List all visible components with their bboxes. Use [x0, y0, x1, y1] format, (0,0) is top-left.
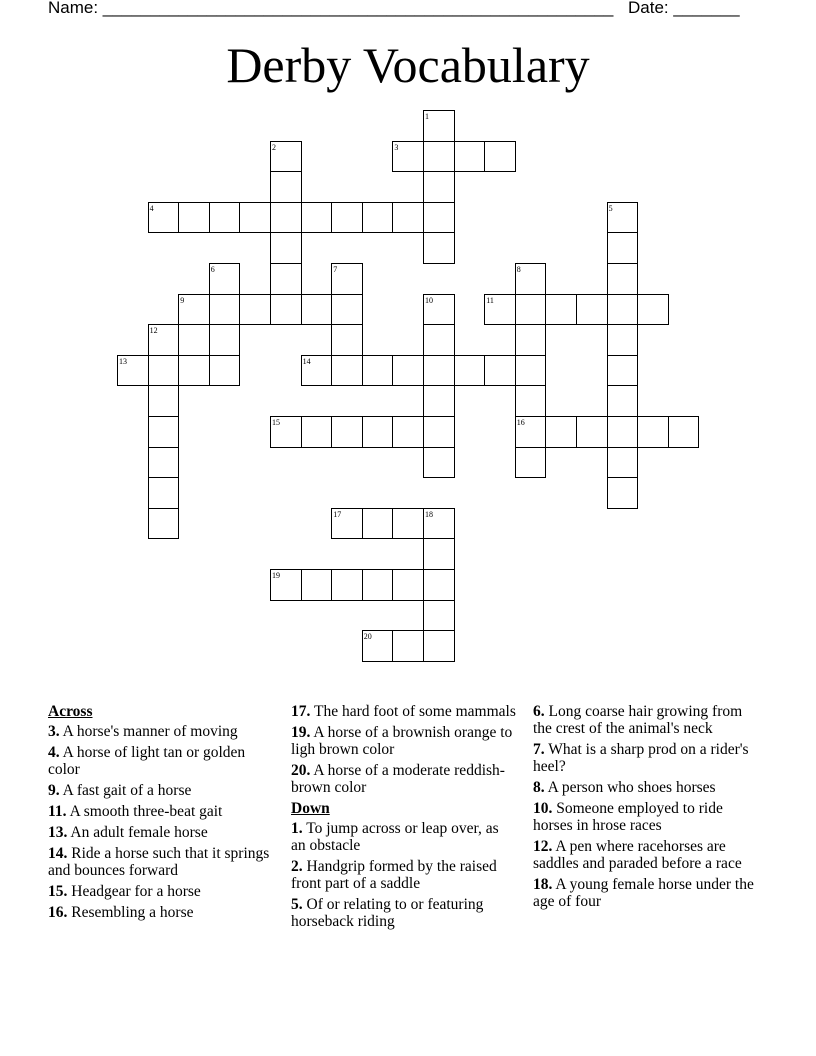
grid-cell[interactable] — [362, 355, 394, 387]
clue-column-1 — [48, 703, 273, 925]
grid-cell[interactable] — [331, 569, 363, 601]
clue-down-7: 7. What is a sharp prod on a rider's heel? — [533, 741, 749, 775]
clue-across-13: 13. An adult female horse — [48, 824, 208, 841]
grid-cell[interactable] — [423, 232, 455, 264]
clue-across-19: 19. A horse of a brownish orange to ligh brown color — [291, 724, 513, 758]
clue-number: 3 — [394, 142, 399, 152]
grid-cell[interactable] — [454, 141, 486, 173]
grid-cell[interactable] — [270, 294, 302, 326]
clue-across-4: 4. A horse of light tan or golden color — [48, 744, 246, 778]
grid-cell[interactable] — [607, 447, 639, 479]
grid-cell[interactable] — [392, 630, 424, 662]
grid-cell[interactable] — [607, 416, 639, 448]
clue-number: 8 — [516, 265, 521, 274]
grid-cell[interactable] — [148, 447, 180, 479]
clue-across-20: 20. A horse of a moderate reddish-brown color — [291, 762, 505, 796]
grid-cell[interactable] — [209, 263, 241, 295]
grid-cell[interactable] — [423, 294, 455, 326]
clue-column-2 — [291, 703, 516, 934]
grid-cell[interactable] — [209, 355, 241, 387]
grid-cell[interactable] — [392, 569, 424, 601]
grid-cell[interactable] — [392, 202, 424, 234]
grid-cell[interactable] — [239, 294, 271, 326]
grid-cell[interactable] — [148, 477, 180, 509]
clue-across-11: 11. A smooth three-beat gait — [48, 803, 223, 820]
clue-down-12: 12. A pen where racehorses are saddles and paraded before a race — [533, 838, 742, 872]
clue-number: 9 — [180, 295, 185, 305]
grid-cell[interactable] — [423, 630, 455, 662]
clue-down-1: 1. To jump across or leap over, as an obstacle — [291, 820, 499, 854]
clue-across-9: 9. A fast gait of a horse — [48, 782, 192, 799]
grid-cell[interactable] — [148, 324, 180, 356]
grid-cell[interactable] — [178, 294, 210, 326]
grid-cell[interactable] — [423, 385, 455, 417]
page-title: Derby Vocabulary — [226, 37, 590, 93]
clue-number: 7 — [333, 265, 338, 274]
grid-cell[interactable] — [607, 477, 639, 509]
clue-number: 6 — [210, 265, 215, 274]
clue-number: 4 — [149, 203, 154, 213]
grid-cell[interactable] — [148, 416, 180, 448]
clue-number: 14 — [302, 356, 311, 366]
clue-column-3 — [533, 703, 758, 914]
clue-across-3: 3. A horse's manner of moving — [48, 723, 238, 740]
clue-number: 20 — [363, 632, 372, 642]
grid-cell[interactable] — [484, 294, 516, 326]
clue-number: 12 — [149, 326, 158, 336]
grid-cell[interactable] — [515, 447, 547, 479]
grid-cell[interactable] — [576, 294, 608, 326]
grid-cell[interactable] — [331, 508, 363, 540]
grid-cell[interactable] — [454, 355, 486, 387]
grid-cell[interactable] — [423, 416, 455, 448]
grid-cell[interactable] — [270, 263, 302, 295]
grid-cell[interactable] — [515, 263, 547, 295]
grid-cell[interactable] — [668, 416, 700, 448]
clue-number: 11 — [486, 295, 494, 305]
grid-cell[interactable] — [607, 385, 639, 417]
grid-cell[interactable] — [362, 508, 394, 540]
grid-cell[interactable] — [515, 324, 547, 356]
clue-down-18: 18. A young female horse under the age of four — [533, 876, 754, 910]
grid-cell[interactable] — [362, 569, 394, 601]
clue-number: 15 — [272, 418, 280, 427]
grid-cell[interactable] — [515, 355, 547, 387]
grid-cell[interactable] — [423, 324, 455, 356]
grid-cell[interactable] — [423, 355, 455, 387]
grid-cell[interactable] — [362, 630, 394, 662]
grid-cell[interactable] — [270, 569, 302, 601]
grid-cell[interactable] — [209, 324, 241, 356]
grid-cell[interactable] — [607, 232, 639, 264]
grid-cell[interactable] — [301, 202, 333, 234]
grid-cell[interactable] — [270, 416, 302, 448]
grid-cell[interactable] — [484, 141, 516, 173]
grid-cell[interactable] — [270, 202, 302, 234]
clue-number: 19 — [272, 571, 280, 580]
grid-cell[interactable] — [637, 416, 669, 448]
date-field[interactable]: Date: _______ — [628, 0, 740, 17]
clue-across-14: 14. Ride a horse such that it springs and bounces forward — [48, 845, 270, 879]
grid-cell[interactable] — [607, 294, 639, 326]
grid-cell[interactable] — [576, 416, 608, 448]
grid-cell[interactable] — [423, 110, 455, 142]
grid-cell[interactable] — [423, 447, 455, 479]
grid-cell[interactable] — [392, 141, 424, 173]
clue-number: 1 — [425, 112, 429, 121]
grid-cell[interactable] — [607, 355, 639, 387]
clue-number: 16 — [516, 418, 525, 427]
grid-cell[interactable] — [209, 294, 241, 326]
clue-number: 2 — [272, 142, 276, 152]
grid-cell[interactable] — [331, 263, 363, 295]
grid-cell[interactable] — [148, 355, 180, 387]
grid-cell[interactable] — [423, 202, 455, 234]
clue-down-6: 6. Long coarse hair growing from the crest of the animal's neck — [533, 703, 743, 737]
grid-cell[interactable] — [423, 600, 455, 632]
grid-cell[interactable] — [362, 416, 394, 448]
grid-cell[interactable] — [178, 202, 210, 234]
grid-cell[interactable] — [423, 171, 455, 203]
clue-number: 18 — [425, 509, 433, 519]
grid-cell[interactable] — [178, 355, 210, 387]
grid-cell[interactable] — [331, 355, 363, 387]
grid-cell[interactable] — [301, 294, 333, 326]
grid-cell[interactable] — [270, 232, 302, 264]
grid-cell[interactable] — [239, 202, 271, 234]
grid-cell[interactable] — [392, 416, 424, 448]
grid-cell[interactable] — [515, 416, 547, 448]
grid-cell[interactable] — [423, 569, 455, 601]
grid-cell[interactable] — [545, 294, 577, 326]
grid-cell[interactable] — [423, 141, 455, 173]
grid-cell[interactable] — [331, 202, 363, 234]
grid-cell[interactable] — [148, 385, 180, 417]
grid-cell[interactable] — [607, 324, 639, 356]
grid-cell[interactable] — [607, 263, 639, 295]
grid-cell[interactable] — [301, 569, 333, 601]
clue-down-2: 2. Handgrip formed by the raised front part of a saddle — [291, 858, 497, 892]
grid-cell[interactable] — [148, 202, 180, 234]
clue-across-15: 15. Headgear for a horse — [48, 883, 201, 900]
clue-number: 5 — [608, 203, 613, 213]
grid-cell[interactable] — [331, 324, 363, 356]
clue-across-17: 17. The hard foot of some mammals — [291, 703, 516, 720]
down-heading: Down — [291, 800, 330, 817]
clue-number: 17 — [333, 509, 342, 519]
grid-cell[interactable] — [545, 416, 577, 448]
grid-cell[interactable] — [484, 355, 516, 387]
grid-cell[interactable] — [423, 508, 455, 540]
clue-number: 10 — [425, 295, 433, 305]
across-heading: Across — [48, 703, 93, 720]
clue-down-10: 10. Someone employed to ride horses in hrose races — [533, 800, 723, 834]
grid-cell[interactable] — [331, 416, 363, 448]
grid-cell[interactable] — [515, 294, 547, 326]
grid-cell[interactable] — [209, 202, 241, 234]
name-field[interactable]: Name: ______________________________________________________ — [48, 0, 614, 17]
clue-number: 13 — [119, 356, 127, 366]
clue-down-8: 8. A person who shoes horses — [533, 779, 716, 796]
grid-cell[interactable] — [607, 202, 639, 234]
grid-cell[interactable] — [270, 171, 302, 203]
grid-cell[interactable] — [362, 202, 394, 234]
grid-cell[interactable] — [301, 416, 333, 448]
grid-cell[interactable] — [117, 355, 149, 387]
clue-down-5: 5. Of or relating to or featuring horseback riding — [291, 896, 484, 930]
grid-cell[interactable] — [637, 294, 669, 326]
clue-across-16: 16. Resembling a horse — [48, 904, 194, 921]
grid-cell[interactable] — [331, 294, 363, 326]
grid-cell[interactable] — [270, 141, 302, 173]
grid-cell[interactable] — [148, 508, 180, 540]
grid-cell[interactable] — [392, 355, 424, 387]
grid-cell[interactable] — [515, 385, 547, 417]
grid-cell[interactable] — [392, 508, 424, 540]
grid-cell[interactable] — [301, 355, 333, 387]
grid-cell[interactable] — [423, 538, 455, 570]
